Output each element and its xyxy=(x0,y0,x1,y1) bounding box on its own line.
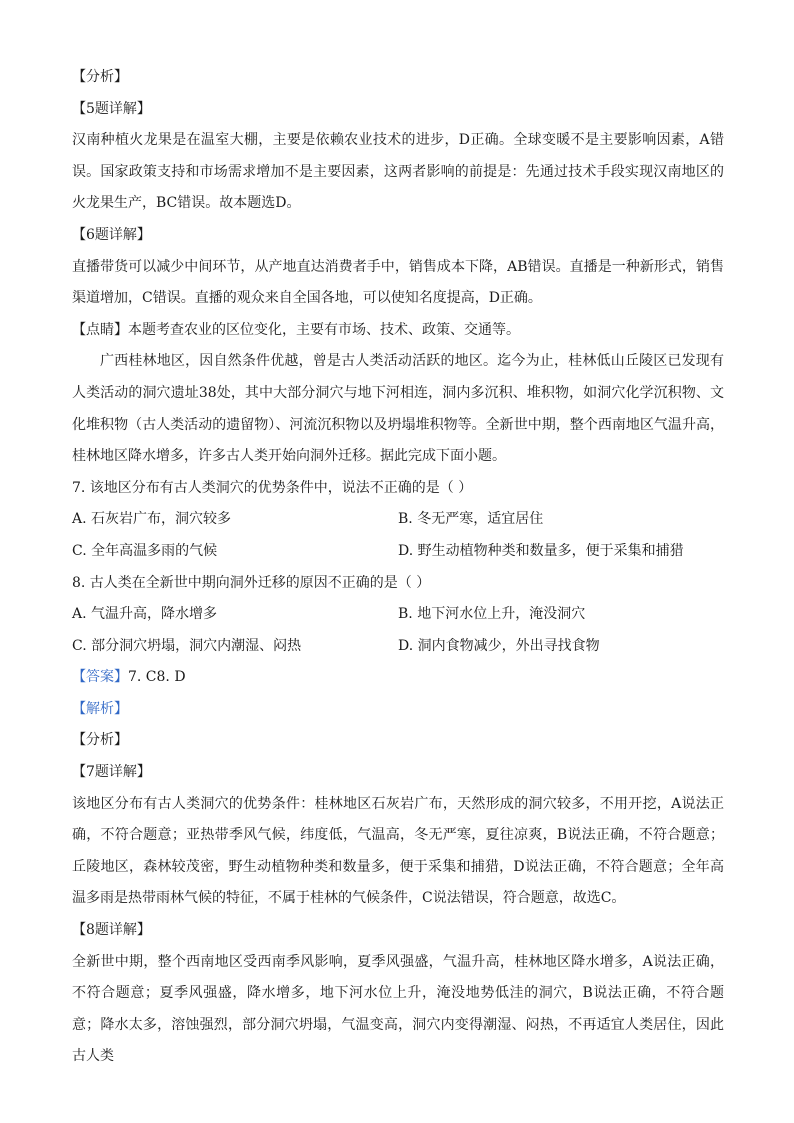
section-label-analysis-2: 【分析】 xyxy=(72,732,128,749)
section-label-q6-detail: 【6题详解】 xyxy=(72,226,151,243)
q8-option-b: B. 地下河水位上升，淹没洞穴 xyxy=(398,606,586,623)
section-label-q8-detail: 【8题详解】 xyxy=(72,922,151,939)
answer-value: 7. C8. D xyxy=(128,669,186,686)
q7-options-row-1 xyxy=(72,504,724,536)
analysis-label: 【解析】 xyxy=(72,700,128,717)
q7-option-b: B. 冬无严寒，适宜居住 xyxy=(398,511,544,528)
q7-option-a: A. 石灰岩广布，洞穴较多 xyxy=(72,511,232,528)
q7-detail-text: 该地区分布有古人类洞穴的优势条件：桂林地区石灰岩广布，天然形成的洞穴较多，不用开挖，A说法正确，不符合题意；亚热带季风气候，纬度低，气温高，冬无严寒，夏往凉爽，B说法正确，不符合题意；丘陵地区，森林较茂密，野生动植物种类和数量多，便于采集和捕猎，D说法正确，不符合题意；全年高温多雨是热带雨林气候的特征，不属于桂林的气候条件，C说法错误，符合题意，故选C。 xyxy=(72,795,724,907)
q8-option-c: C. 部分洞穴坍塌，洞穴内潮湿、闷热 xyxy=(72,637,302,654)
q7-option-c: C. 全年高温多雨的气候 xyxy=(72,542,218,559)
q6-detail-text: 直播带货可以减少中间环节，从产地直达消费者手中，销售成本下降，AB错误。直播是一种新形式，销售渠道增加，C错误。直播的观众来自全国各地，可以使知名度提高，D正确。 xyxy=(72,258,724,307)
q8-options-row-2 xyxy=(72,631,724,663)
section-label-q5-detail: 【5题详解】 xyxy=(72,100,151,117)
q8-options-row-1 xyxy=(72,599,724,631)
q5-detail-text: 汉南种植火龙果是在温室大棚，主要是依赖农业技术的进步，D正确。全球变暖不是主要影响因素，A错误。国家政策支持和市场需求增加不是主要因素，这两者影响的前提是：先通过技术手段实现汉南地区的火龙果生产，BC错误。故本题选D。 xyxy=(72,132,724,212)
q7-stem: 7. 该地区分布有古人类洞穴的优势条件中，说法不正确的是（ ） xyxy=(72,479,473,496)
answer-label: 【答案】 xyxy=(72,669,128,686)
comment-text: 【点睛】本题考查农业的区位变化，主要有市场、技术、政策、交通等。 xyxy=(72,321,520,338)
answer-line xyxy=(72,662,724,694)
q8-option-d: D. 洞内食物减少，外出寻找食物 xyxy=(398,637,600,654)
section-label-analysis: 【分析】 xyxy=(72,69,128,85)
q7-option-d: D. 野生动植物种类和数量多，便于采集和捕猎 xyxy=(398,542,684,559)
reading-passage: 广西桂林地区，因自然条件优越，曾是古人类活动活跃的地区。迄今为止，桂林低山丘陵区已发现有人类活动的洞穴遗址38处，其中大部分洞穴与地下河相连，洞内多沉积、堆积物，如洞穴化学沉积物、文化堆积物（古人类活动的遗留物）、河流沉积物以及坍塌堆积物等。全新世中期，整个西南地区气温升高，桂林地区降水增多，许多古人类开始向洞外迁移。据此完成下面小题。 xyxy=(72,353,724,465)
document-body xyxy=(72,62,724,1073)
q8-option-a: A. 气温升高，降水增多 xyxy=(72,606,218,623)
q8-stem: 8. 古人类在全新世中期向洞外迁移的原因不正确的是（ ） xyxy=(72,574,431,591)
section-label-q7-detail: 【7题详解】 xyxy=(72,764,151,781)
q7-options-row-2 xyxy=(72,536,724,568)
q8-detail-text: 全新世中期，整个西南地区受西南季风影响，夏季风强盛，气温升高，桂林地区降水增多，A说法正确，不符合题意；夏季风强盛，降水增多，地下河水位上升，淹没地势低洼的洞穴，B说法正确，不符合题意；降水太多，溶蚀强烈，部分洞穴坍塌，气温变高，洞穴内变得潮湿、闷热，不再适宜人类居住，因此古人类 xyxy=(72,953,724,1065)
